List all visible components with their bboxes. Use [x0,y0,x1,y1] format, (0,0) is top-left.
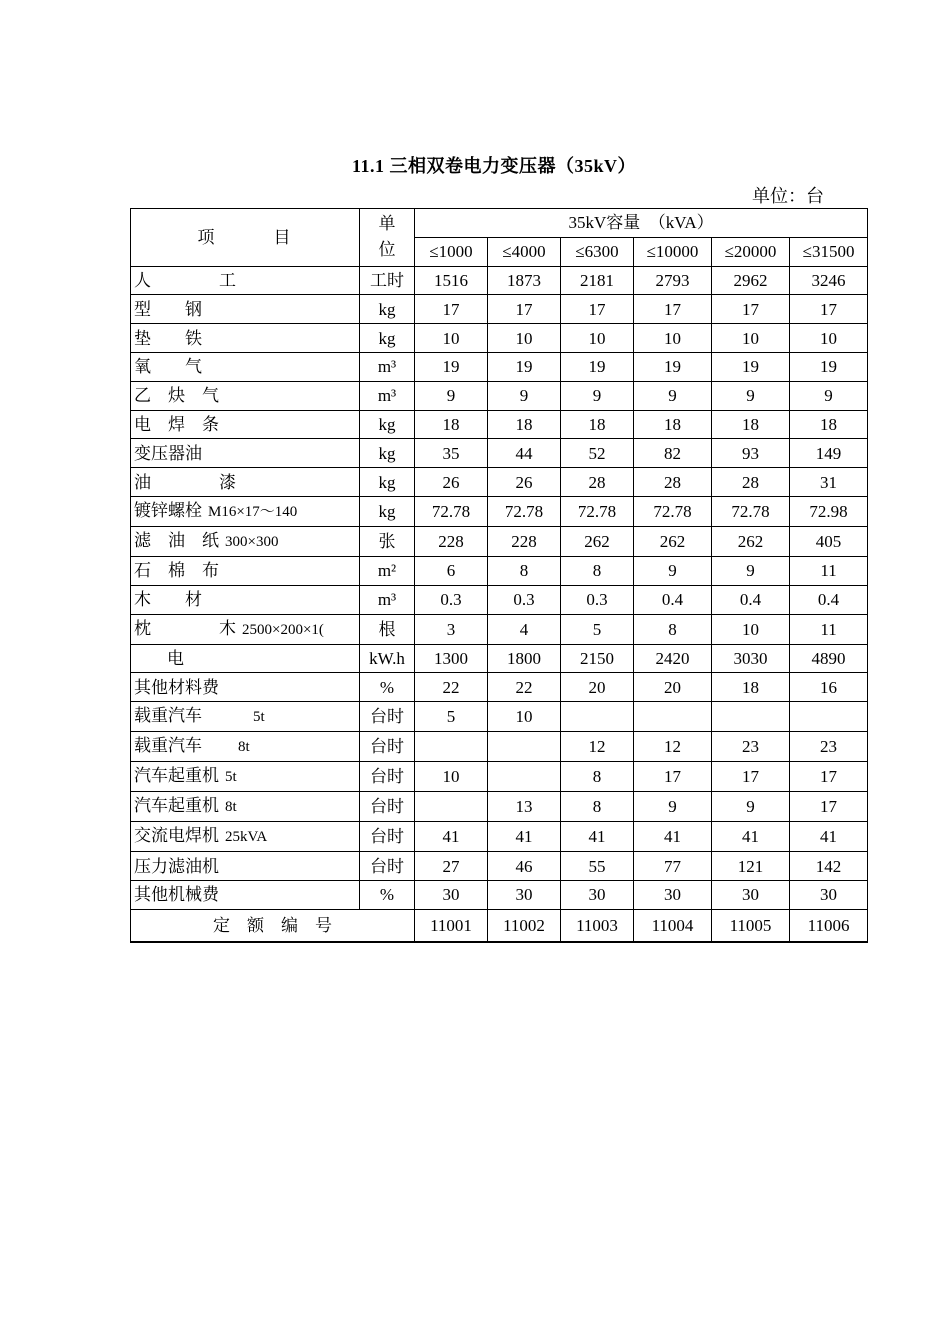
row-value: 8 [488,556,561,585]
row-value: 4 [488,614,561,644]
row-value: 41 [561,822,634,852]
row-value: 20 [561,673,634,702]
row-unit: 台时 [360,822,415,852]
row-value: 262 [712,526,790,556]
table-row [131,324,868,353]
item-spec: 5t [225,769,237,786]
row-item-name [131,295,360,324]
table-row [131,880,868,909]
item-name: 氧 气 [134,357,202,377]
row-value: 9 [712,381,790,410]
header-capacity: 35kV容量 （kVA） [415,209,868,238]
item-spec: 25kVA [225,829,268,846]
row-value: 30 [488,880,561,909]
row-value: 19 [488,352,561,381]
row-value: 18 [561,410,634,439]
header-unit-top: 单 [378,214,396,234]
row-value: 10 [488,324,561,353]
item-name: 载重汽车 [134,736,202,756]
row-value [561,702,634,732]
row-value: 142 [790,852,868,881]
row-value: 19 [790,352,868,381]
column-header: ≤31500 [790,237,868,266]
row-value: 11 [790,614,868,644]
row-value: 121 [712,852,790,881]
row-unit: 台时 [360,762,415,792]
row-value: 17 [561,295,634,324]
row-value: 1300 [415,644,488,673]
row-value: 41 [634,822,712,852]
row-value: 5 [415,702,488,732]
row-value: 2420 [634,644,712,673]
table-row [131,614,868,644]
item-name: 垫 铁 [134,328,202,348]
column-header: ≤10000 [634,237,712,266]
row-item-name [131,644,360,673]
row-value: 5 [561,614,634,644]
row-value: 17 [790,762,868,792]
item-name: 石 棉 布 [134,561,219,581]
row-value: 72.78 [488,496,561,526]
row-value: 35 [415,439,488,468]
row-value: 19 [712,352,790,381]
item-name: 变压器油 [134,443,202,463]
quota-code: 11005 [712,909,790,942]
row-unit: kW.h [360,644,415,673]
row-value: 12 [561,732,634,762]
row-unit: kg [360,439,415,468]
row-unit: 台时 [360,732,415,762]
row-item-name [131,381,360,410]
item-name: 压力滤油机 [134,856,219,876]
row-item-name [131,352,360,381]
row-value: 9 [712,792,790,822]
item-spec: 8t [225,799,237,816]
row-value: 30 [415,880,488,909]
row-value: 16 [790,673,868,702]
row-value: 23 [790,732,868,762]
row-value: 72.98 [790,496,868,526]
column-header: ≤6300 [561,237,634,266]
row-value: 0.4 [790,585,868,614]
row-unit: m³ [360,585,415,614]
quota-code: 11004 [634,909,712,942]
row-value: 44 [488,439,561,468]
row-value: 3 [415,614,488,644]
row-unit: kg [360,496,415,526]
row-value: 0.4 [712,585,790,614]
row-value: 77 [634,852,712,881]
row-value: 28 [561,468,634,497]
row-value: 12 [634,732,712,762]
quota-code-label: 定 额 编 号 [131,909,415,942]
row-value: 72.78 [634,496,712,526]
row-value: 8 [561,762,634,792]
row-value: 41 [488,822,561,852]
row-unit: kg [360,410,415,439]
row-value: 27 [415,852,488,881]
row-unit: 台时 [360,792,415,822]
row-value: 0.4 [634,585,712,614]
row-unit: 工时 [360,266,415,295]
row-value: 28 [712,468,790,497]
row-value: 228 [415,526,488,556]
row-value: 11 [790,556,868,585]
row-value: 10 [415,762,488,792]
quota-code: 11002 [488,909,561,942]
row-value: 18 [488,410,561,439]
row-value: 17 [415,295,488,324]
table-row [131,673,868,702]
table-row [131,852,868,881]
item-name: 枕 木 [134,618,236,638]
row-value: 10 [488,702,561,732]
row-item-name [131,702,360,732]
row-value: 4890 [790,644,868,673]
row-value: 0.3 [561,585,634,614]
row-value: 17 [790,792,868,822]
quota-table [130,208,868,943]
column-header: ≤4000 [488,237,561,266]
row-value: 41 [415,822,488,852]
row-value: 228 [488,526,561,556]
row-value: 30 [790,880,868,909]
row-unit: 台时 [360,702,415,732]
row-value: 17 [790,295,868,324]
row-value: 55 [561,852,634,881]
row-value [634,702,712,732]
item-name: 载重汽车 [134,706,202,726]
quota-code: 11003 [561,909,634,942]
row-item-name [131,410,360,439]
row-value: 6 [415,556,488,585]
row-item-name [131,585,360,614]
item-name: 交流电焊机 [134,826,219,846]
row-value: 13 [488,792,561,822]
row-value: 1873 [488,266,561,295]
table-row [131,266,868,295]
row-value: 9 [634,556,712,585]
row-value: 31 [790,468,868,497]
row-value: 17 [634,762,712,792]
table-row [131,556,868,585]
table-row [131,526,868,556]
row-item-name [131,266,360,295]
row-value: 8 [634,614,712,644]
row-value: 9 [634,381,712,410]
table-row [131,381,868,410]
item-name: 电 [167,648,184,668]
row-value: 23 [712,732,790,762]
table-row [131,352,868,381]
item-spec: M16×17～140 [208,503,298,520]
header-row [131,209,868,238]
row-value: 41 [712,822,790,852]
row-value: 72.78 [561,496,634,526]
row-value [712,702,790,732]
row-value: 1516 [415,266,488,295]
item-spec: 300×300 [225,533,279,550]
row-item-name [131,762,360,792]
row-value: 10 [790,324,868,353]
row-item-name [131,556,360,585]
row-value [790,702,868,732]
table-row [131,822,868,852]
quota-code: 11001 [415,909,488,942]
table-row [131,792,868,822]
row-value: 10 [712,324,790,353]
row-value: 8 [561,556,634,585]
row-value: 10 [634,324,712,353]
item-name: 滤 油 纸 [134,530,219,550]
row-unit: 张 [360,526,415,556]
row-value: 18 [712,410,790,439]
row-item-name [131,324,360,353]
table-row [131,439,868,468]
row-value: 405 [790,526,868,556]
item-name: 油 漆 [134,472,236,492]
row-value: 1800 [488,644,561,673]
row-value: 9 [488,381,561,410]
table-row [131,702,868,732]
row-value: 72.78 [415,496,488,526]
row-value: 10 [561,324,634,353]
row-value: 28 [634,468,712,497]
row-value [415,732,488,762]
row-value: 18 [790,410,868,439]
item-spec: 2500×200×1( [242,621,324,638]
row-value: 17 [634,295,712,324]
row-value: 17 [712,762,790,792]
item-name: 汽车起重机 [134,766,219,786]
row-value: 82 [634,439,712,468]
item-name: 镀锌螺栓 [134,500,202,520]
row-value: 19 [415,352,488,381]
column-header: ≤20000 [712,237,790,266]
row-item-name [131,880,360,909]
row-value: 10 [415,324,488,353]
row-item-name [131,732,360,762]
item-name: 其他材料费 [134,677,219,697]
header-unit-bottom: 位 [378,240,396,260]
row-value [415,792,488,822]
page-title: 11.1 三相双卷电力变压器（35kV） [351,156,636,176]
item-name: 人 工 [134,270,236,290]
table-row [131,410,868,439]
row-value: 19 [634,352,712,381]
row-value: 17 [488,295,561,324]
item-spec: 5t [208,709,265,726]
item-name: 木 材 [134,590,202,610]
table-row [131,295,868,324]
row-value: 26 [415,468,488,497]
row-value: 262 [561,526,634,556]
header-item: 项 目 [131,209,360,267]
row-value: 93 [712,439,790,468]
row-value: 46 [488,852,561,881]
table-row [131,732,868,762]
table-row [131,468,868,497]
row-value: 22 [415,673,488,702]
row-value: 2962 [712,266,790,295]
row-value: 2181 [561,266,634,295]
table-row [131,762,868,792]
row-value: 3246 [790,266,868,295]
row-unit: kg [360,468,415,497]
row-value: 9 [712,556,790,585]
row-value: 52 [561,439,634,468]
row-unit: m³ [360,381,415,410]
row-unit: m³ [360,352,415,381]
row-item-name [131,852,360,881]
row-value [488,732,561,762]
row-value: 30 [634,880,712,909]
row-item-name [131,526,360,556]
table-row [131,585,868,614]
row-unit: 根 [360,614,415,644]
row-value: 18 [712,673,790,702]
quota-code: 11006 [790,909,868,942]
unit-note: 单位：台 [752,186,824,206]
item-name: 电 焊 条 [134,414,219,434]
row-item-name [131,614,360,644]
row-value: 18 [634,410,712,439]
row-item-name [131,496,360,526]
row-value: 3030 [712,644,790,673]
row-value: 10 [712,614,790,644]
item-name: 其他机械费 [134,885,219,905]
row-unit: % [360,880,415,909]
row-value: 30 [712,880,790,909]
row-value: 149 [790,439,868,468]
row-item-name [131,468,360,497]
row-value: 41 [790,822,868,852]
item-name: 汽车起重机 [134,796,219,816]
row-value [488,762,561,792]
row-unit: kg [360,324,415,353]
row-unit: 台时 [360,852,415,881]
row-item-name [131,673,360,702]
row-value: 8 [561,792,634,822]
row-value: 0.3 [415,585,488,614]
row-value: 0.3 [488,585,561,614]
quota-code-row [131,909,868,942]
row-item-name [131,439,360,468]
row-unit: % [360,673,415,702]
header-unit [360,209,415,267]
row-value: 2150 [561,644,634,673]
row-unit: m² [360,556,415,585]
row-value: 72.78 [712,496,790,526]
row-value: 9 [415,381,488,410]
row-item-name [131,792,360,822]
row-value: 9 [561,381,634,410]
row-value: 30 [561,880,634,909]
table-row [131,496,868,526]
row-value: 262 [634,526,712,556]
item-name: 型 钢 [134,299,202,319]
row-value: 20 [634,673,712,702]
table-row [131,644,868,673]
row-unit: kg [360,295,415,324]
row-value: 2793 [634,266,712,295]
row-value: 22 [488,673,561,702]
row-value: 26 [488,468,561,497]
row-item-name [131,822,360,852]
column-header: ≤1000 [415,237,488,266]
row-value: 9 [634,792,712,822]
row-value: 18 [415,410,488,439]
item-name: 乙 炔 气 [134,386,219,406]
item-spec: 8t [208,739,250,756]
row-value: 17 [712,295,790,324]
row-value: 19 [561,352,634,381]
row-value: 9 [790,381,868,410]
